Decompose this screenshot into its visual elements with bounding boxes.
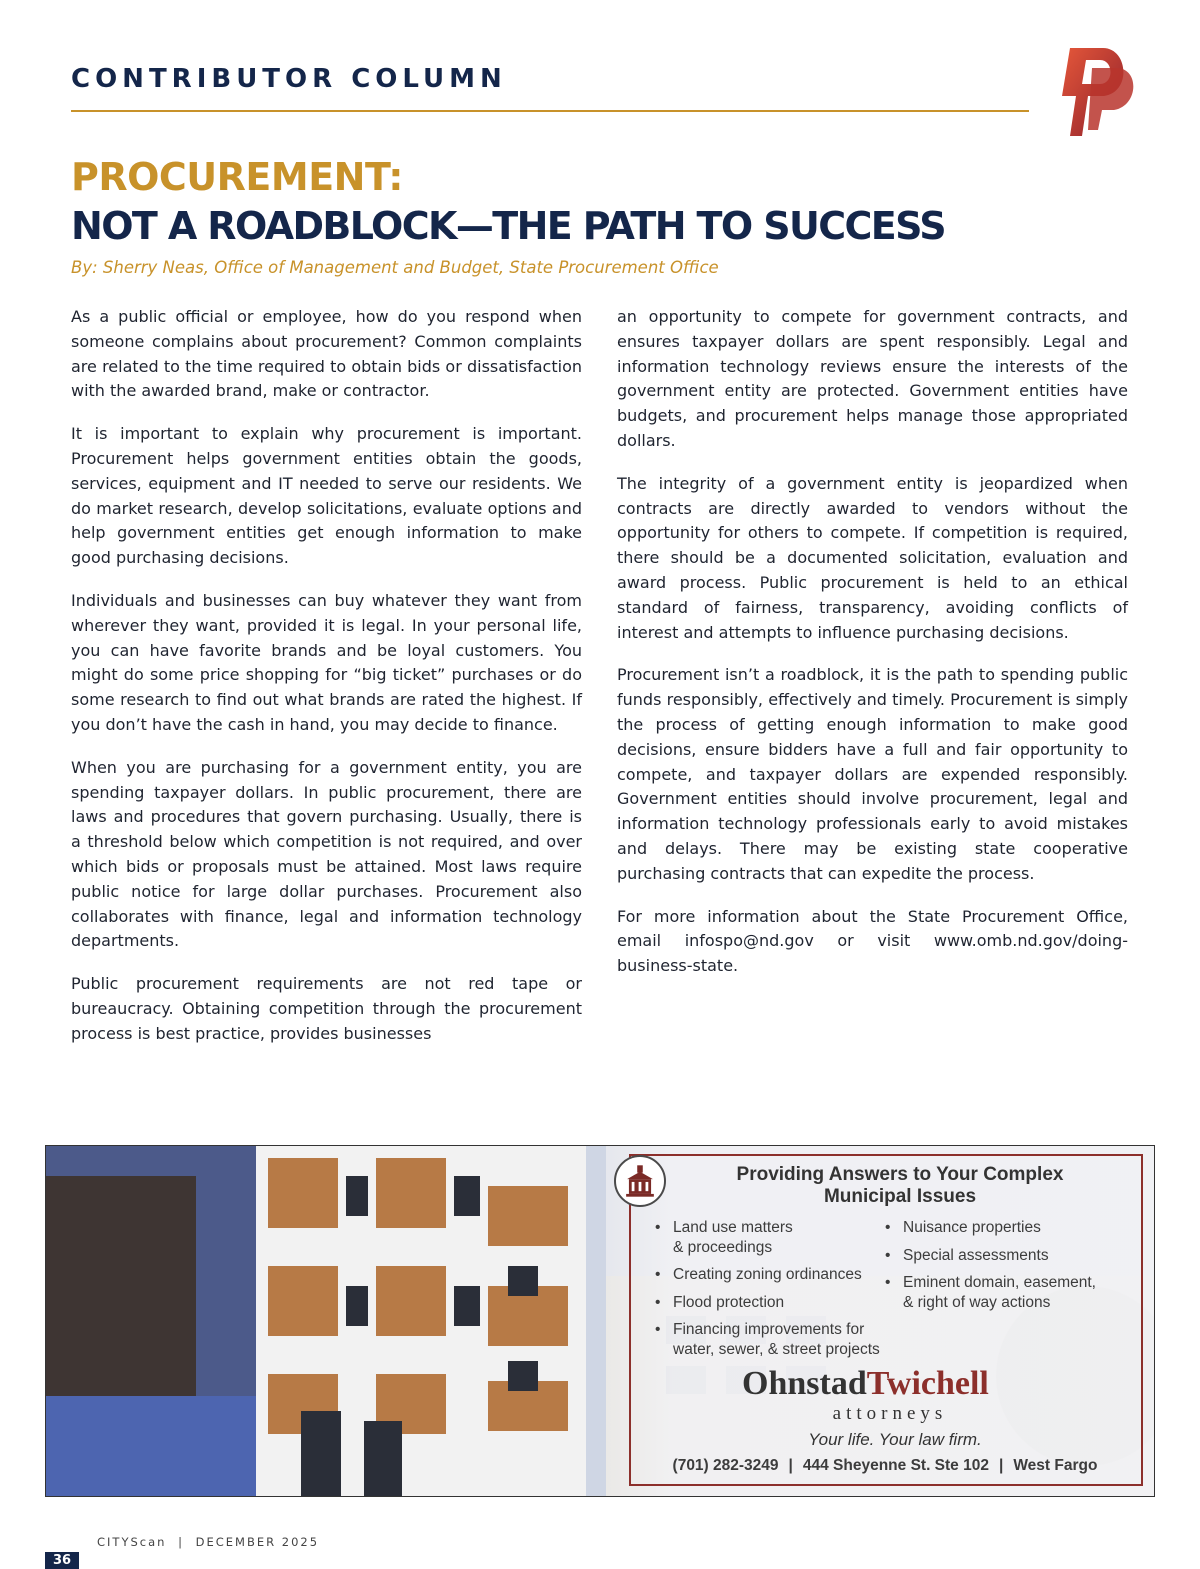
ad-heading-line: Municipal Issues <box>823 1186 977 1207</box>
list-item-line: Land use matters <box>673 1219 793 1236</box>
header-rule <box>71 110 1029 112</box>
separator: | <box>998 1457 1004 1474</box>
publication-name: CITYScan <box>97 1535 167 1549</box>
list-item <box>655 1293 885 1313</box>
ad-heading <box>700 1164 1100 1208</box>
list-item-line: & proceedings <box>673 1238 773 1256</box>
list-item <box>655 1320 885 1359</box>
firm-subtitle: attorneys <box>832 1403 948 1424</box>
ad-heading-line: Providing Answers to Your Complex <box>736 1164 1064 1185</box>
paragraph: As a public official or employee, how do you respond when someone complains about procurement? Common complaints are related to the time required to obtain bids or dissatisfaction with the awarded brand, make or contractor. <box>71 307 582 401</box>
firm-city: West Fargo <box>1013 1457 1098 1474</box>
footer-publication <box>97 1535 319 1549</box>
list-item-line: Financing improvements for <box>673 1321 865 1338</box>
article-byline: By: Sherry Neas, Office of Management and Budget, State Procurement Office <box>71 258 719 277</box>
paragraph: When you are purchasing for a government entity, you are spending taxpayer dollars. In public procurement, there are laws and procedures that govern purchasing. Usually, there is a threshold below which competition is not required, and over which bids or proposals must be attained. Most laws require public notice for large dollar purchases. Procurement also collaborates with finance, legal and information technology departments. <box>71 757 582 951</box>
list-item-line: & right of way actions <box>903 1293 1051 1311</box>
list-item-line: water, sewer, & street projects <box>673 1340 880 1358</box>
article-title-kicker: PROCUREMENT: <box>71 155 403 199</box>
paragraph: Individuals and businesses can buy whatever they want from wherever they want, provided it is legal. In your personal life, you can have favorite brands and be loyal customers. You might do some price shopping for “big ticket” purchases or do some research to find out what brands are rated the highest. If you don’t have the cash in hand, you may decide to finance. <box>71 590 582 734</box>
firm-name-part1: Ohnstad <box>742 1365 867 1402</box>
paragraph: It is important to explain why procurement is important. Procurement helps government entities obtain the goods, services, equipment and IT needed to serve our residents. We do market research, develop solicitations, evaluate options and help government entities get enough information to make good purchasing decisions. <box>71 424 582 568</box>
article-column-right <box>617 305 1128 997</box>
list-item-line: Creating zoning ordinances <box>673 1266 862 1283</box>
paragraph: an opportunity to compete for government contracts, and ensures taxpayer dollars are spent responsibly. Legal and information technology reviews ensure the interests of the government entity are protected. Government entities have budgets, and procurement helps manage those appropriated dollars. <box>617 307 1128 450</box>
firm-tagline: Your life. Your law firm. <box>808 1430 982 1449</box>
ad-services-left <box>655 1218 885 1367</box>
list-item-line: Flood protection <box>673 1293 785 1311</box>
list-item-line: Eminent domain, easement, <box>903 1274 1096 1291</box>
courthouse-icon <box>614 1155 666 1207</box>
section-label: CONTRIBUTOR COLUMN <box>71 64 507 94</box>
list-item <box>885 1273 1115 1312</box>
article-column-left <box>71 305 582 1065</box>
separator: | <box>788 1457 793 1474</box>
list-item <box>885 1246 1115 1266</box>
paragraph: For more information about the State Procurement Office, email infospo@nd.gov or visit www.omb.nd.gov/doing-business-state. <box>617 906 1128 976</box>
list-item-line: Nuisance properties <box>903 1219 1041 1236</box>
publisher-p-logo-icon <box>1048 40 1138 140</box>
ad-services-right <box>885 1218 1115 1320</box>
list-item-line: Special assessments <box>903 1246 1049 1264</box>
issue-date: DECEMBER 2025 <box>195 1535 320 1549</box>
page-number: 36 <box>45 1552 79 1569</box>
firm-contact <box>630 1457 1140 1475</box>
firm-name <box>742 1365 989 1403</box>
footer-separator: | <box>178 1535 184 1549</box>
list-item <box>655 1218 885 1257</box>
paragraph: Procurement isn’t a roadblock, it is the path to spending public funds responsibly, effectively and timely. Procurement is simply the process of getting enough information to make good decisions, ensure bidders have a full and fair opportunity to compete, and taxpayer dollars are expended responsibly. Government entities should involve procurement, legal and information technology professionals early to avoid mistakes and delays. There may be existing state cooperative purchasing contracts that can expedite the process. <box>617 665 1128 883</box>
paragraph: Public procurement requirements are not red tape or bureaucracy. Obtaining competition through the procurement process is best practice, provides businesses <box>71 974 582 1043</box>
firm-phone: (701) 282-3249 <box>672 1457 779 1474</box>
list-item <box>885 1218 1115 1238</box>
list-item <box>655 1265 885 1285</box>
firm-name-part2: Twichell <box>866 1365 989 1402</box>
article-title: NOT A ROADBLOCK—THE PATH TO SUCCESS <box>71 204 945 248</box>
firm-address: 444 Sheyenne St. Ste 102 <box>802 1457 989 1474</box>
paragraph: The integrity of a government entity is jeopardized when contracts are directly awarded to vendors without the opportunity for others to compete. If competition is required, there should be a documented solicitation, evaluation and award process. Public procurement is held to an ethical standard of fairness, transparency, avoiding conflicts of interest and attempts to influence purchasing decisions. <box>617 473 1128 642</box>
